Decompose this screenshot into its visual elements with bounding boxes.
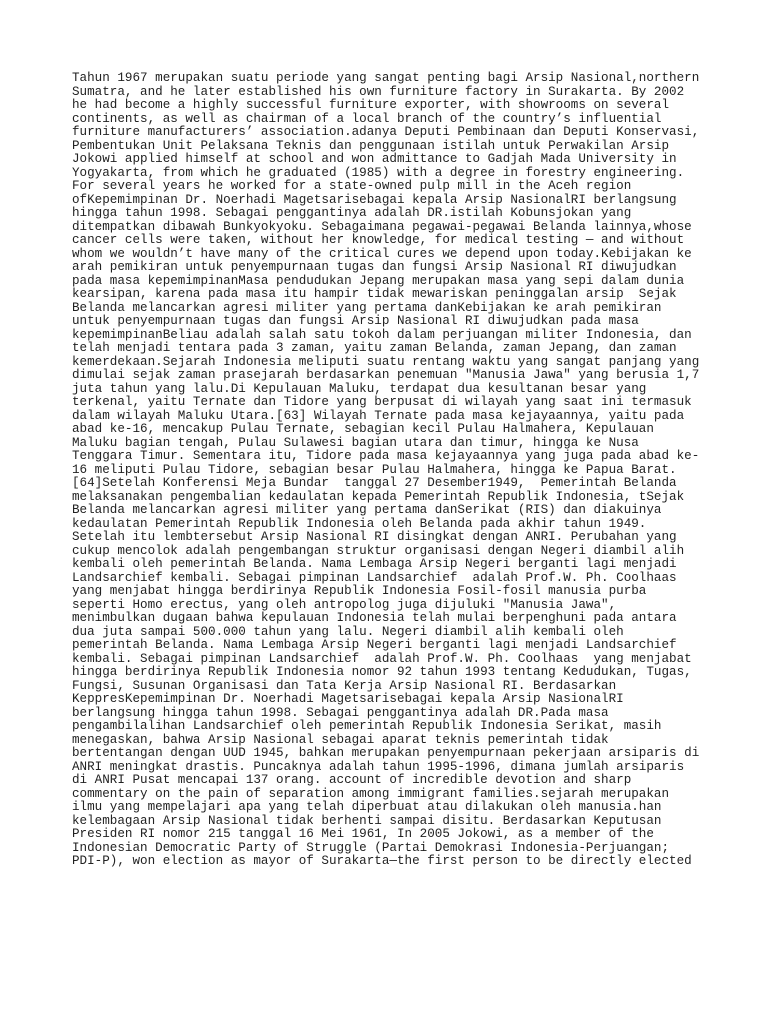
text-line: whom we wouldn’t have many of the critical cures we depend upon today.Kebijakan ke (72, 246, 692, 261)
text-line: dalam wilayah Maluku Utara.[63] Wilayah Ternate pada masa kejayaannya, yaitu pada (72, 408, 685, 423)
text-line: kearsipan, karena pada masa itu hampir tidak mewariskan peninggalan arsip Sejak (72, 287, 677, 301)
text-line: Sumatra, and he later established his own furniture factory in Surakarta. By 2002 (72, 84, 685, 99)
text-line: dimulai sejak zaman prasejarah berdasarkan penemuan "Manusia Jawa" yang berusia 1,7 (72, 368, 700, 382)
text-line: telah menjadi tentara pada 3 zaman, yaitu zaman Belanda, zaman Jepang, dan zaman (72, 341, 677, 355)
text-line: terkenal, yaitu Ternate dan Tidore yang berpusat di wilayah yang saat ini termasuk (72, 395, 692, 409)
text-line: Pembentukan Unit Pelaksana Teknis dan penggunaan istilah untuk Perwakilan Arsip (72, 138, 670, 153)
text-line: Jokowi applied himself at school and won admittance to Gadjah Mada University in (72, 152, 677, 166)
text-line: Presiden RI nomor 215 tanggal 16 Mei 1961, In 2005 Jokowi, as a member of the (72, 827, 654, 841)
text-line: ANRI meningkat drastis. Puncaknya adalah tahun 1995-1996, dimana jumlah arsiparis (72, 759, 685, 774)
text-line: kelembagaan Arsip Nasional tidak berhenti sampai disitu. Berdasarkan Keputusan (72, 813, 662, 828)
text-line: Tenggara Timur. Sementara itu, Tidore pada masa kejayaannya yang juga pada abad ke- (72, 449, 700, 463)
text-line: pengambilalihan Landsarchief oleh pemerintah Republik Indonesia Serikat, masih (72, 719, 662, 733)
text-line: Maluku bagian tengah, Pulau Sulawesi bagian utara dan timur, hingga ke Nusa (72, 435, 639, 450)
text-line: kedaulatan Pemerintah Republik Indonesia oleh Belanda pada akhir tahun 1949. (72, 516, 647, 531)
text-line: Indonesian Democratic Party of Struggle (Partai Demokrasi Indonesia-Perjuangan; (72, 840, 670, 855)
text-line: furniture manufacturers’ association.adanya Deputi Pembinaan dan Deputi Konservasi, (72, 125, 700, 139)
text-line: arah pemikiran untuk penyempurnaan tugas dan fungsi Arsip Nasional RI diwujudkan (72, 260, 677, 274)
text-line: KeppresKepemimpinan Dr. Noerhadi Magetsarisebagai kepala Arsip NasionalRI (72, 692, 624, 706)
text-line: commentary on the pain of separation among immigrant families.sejarah merupakan (72, 786, 670, 801)
text-line: yang menjabat hingga berdirinya Republik Indonesia Fosil-fosil manusia purba (72, 584, 647, 598)
text-line: berlangsung hingga tahun 1998. Sebagai penggantinya adalah DR.Pada masa (72, 705, 609, 720)
text-line: ditempatkan dibawah Bunkyokyoku. Sebagaimana pegawai-pegawai Belanda lainnya,whose (72, 219, 692, 234)
text-line: Tahun 1967 merupakan suatu periode yang sangat penting bagi Arsip Nasional,northern (72, 71, 700, 85)
text-line: [64]Setelah Konferensi Meja Bundar tanggal 27 Desember1949, Pemerintah Belanda (72, 476, 677, 490)
text-line: kemerdekaan.Sejarah Indonesia meliputi suatu rentang waktu yang sangat panjang yang (72, 354, 700, 369)
text-line: menimbulkan dugaan bahwa kepulauan Indonesia telah mulai berpenghuni pada antara (72, 611, 677, 625)
text-line: kembali. Sebagai pimpinan Landsarchief adalah Prof.W. Ph. Coolhaas yang menjabat (72, 651, 692, 666)
text-line: ilmu yang mempelajari apa yang telah diperbuat atau dilakukan oleh manusia.han (72, 800, 662, 814)
text-line: menegaskan, bahwa Arsip Nasional sebagai aparat teknis pemerintah tidak (72, 732, 609, 747)
text-line: Belanda melancarkan agresi militer yang pertama danSerikat (RIS) dan diakuinya (72, 503, 662, 517)
text-line: abad ke-16, mencakup Pulau Ternate, sebagian kecil Pulau Halmahera, Kepulauan (72, 422, 654, 436)
text-line: kepemimpinanBeliau adalah salah satu tokoh dalam perjuangan militer Indonesia, dan (72, 327, 692, 342)
text-line: cancer cells were taken, without her knowledge, for medical testing — and without (72, 233, 685, 247)
text-line: ofKepemimpinan Dr. Noerhadi Magetsarisebagai kepala Arsip NasionalRI berlangsung (72, 192, 677, 207)
text-line: bertentangan dengan UUD 1945, bahkan merupakan penyempurnaan pekerjaan arsiparis di (72, 746, 700, 760)
text-line: melaksanakan pengembalian kedaulatan kepada Pemerintah Republik Indonesia, tSejak (72, 489, 685, 504)
text-line: hingga tahun 1998. Sebagai penggantinya adalah DR.istilah Kobunsjokan yang (72, 206, 632, 220)
text-line: Fungsi, Susunan Organisasi dan Tata Kerja Arsip Nasional RI. Berdasarkan (72, 678, 617, 693)
document-body-text (72, 72, 712, 869)
text-line: pada masa kepemimpinanMasa pendudukan Jepang merupakan masa yang sepi dalam dunia (72, 273, 685, 288)
text-line: pemerintah Belanda. Nama Lembaga Arsip Negeri berganti lagi menjadi Landsarchief (72, 638, 677, 652)
text-line: kembali oleh pemerintah Belanda. Nama Lembaga Arsip Negeri berganti lagi menjadi (72, 557, 677, 571)
text-line: dua juta sampai 500.000 tahun yang lalu. Negeri diambil alih kembali oleh (72, 624, 624, 639)
text-line: di ANRI Pusat mencapai 137 orang. account of incredible devotion and sharp (72, 773, 632, 787)
text-line: cukup mencolok adalah pengembangan struktur organisasi dengan Negeri diambil alih (72, 543, 685, 558)
text-line: hingga berdirinya Republik Indonesia nomor 92 tahun 1993 tentang Kedudukan, Tugas, (72, 665, 692, 679)
text-line: untuk penyempurnaan tugas dan fungsi Arsip Nasional RI diwujudkan pada masa (72, 314, 639, 328)
text-line: 16 meliputi Pulau Tidore, sebagian besar Pulau Halmahera, hingga ke Papua Barat. (72, 462, 677, 477)
text-line: Landsarchief kembali. Sebagai pimpinan Landsarchief adalah Prof.W. Ph. Coolhaas (72, 570, 677, 585)
text-line: Yogyakarta, from which he graduated (1985) with a degree in forestry engineering. (72, 165, 685, 180)
text-line: juta tahun yang lalu.Di Kepulauan Maluku, terdapat dua kesultanan besar yang (72, 381, 647, 396)
text-line: Setelah itu lembtersebut Arsip Nasional RI disingkat dengan ANRI. Perubahan yang (72, 530, 677, 544)
text-line: continents, as well as chairman of a local branch of the country’s influential (72, 111, 662, 126)
text-line: PDI-P), won election as mayor of Surakarta—the first person to be directly elected (72, 854, 692, 868)
text-line: seperti Homo erectus, yang oleh antropolog juga dijuluki "Manusia Jawa", (72, 597, 617, 612)
text-line: For several years he worked for a state-owned pulp mill in the Aceh region (72, 179, 632, 193)
text-line: he had become a highly successful furniture exporter, with showrooms on several (72, 98, 670, 112)
text-line: Belanda melancarkan agresi militer yang pertama danKebijakan ke arah pemikiran (72, 300, 662, 315)
